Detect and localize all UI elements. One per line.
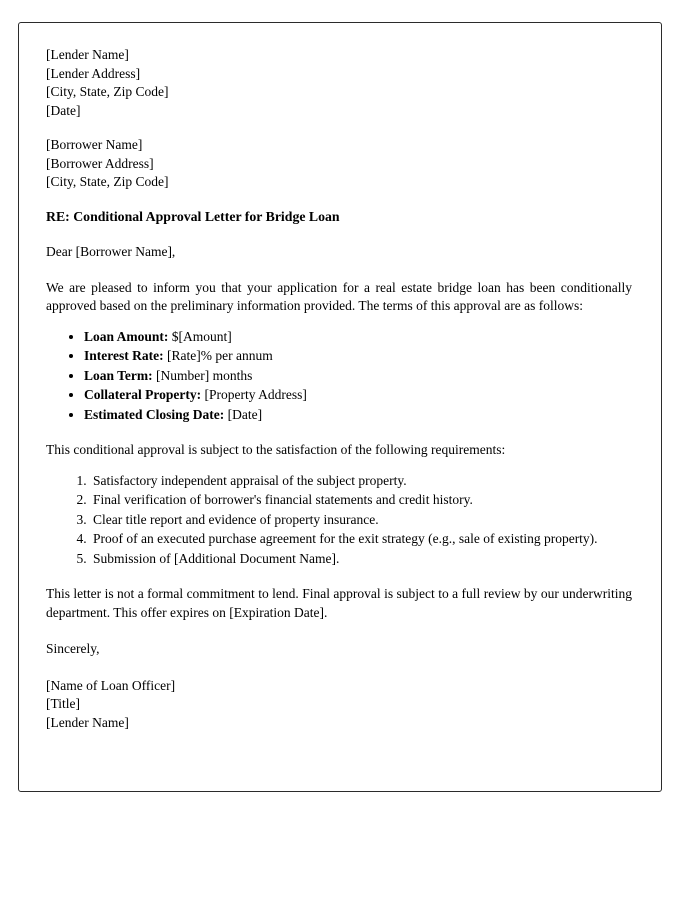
list-item: 4. Proof of an executed purchase agreement for the exit strategy (e.g., sale of existing property).	[90, 530, 632, 549]
lender-address-line: [Lender Address]	[46, 65, 141, 81]
term-label: Interest Rate:	[84, 348, 164, 363]
borrower-address-block	[46, 136, 632, 192]
borrower-name-line: [Borrower Name]	[46, 137, 143, 152]
requirements-intro-paragraph: This conditional approval is subject to the satisfaction of the following requirements:	[46, 442, 506, 457]
lender-address-block	[46, 46, 632, 120]
term-label: Estimated Closing Date:	[84, 406, 225, 422]
loan-terms-list	[46, 328, 632, 425]
term-value: [Rate]% per annum	[166, 348, 273, 363]
list-item: 1. Satisfactory independent appraisal of the subject property.	[90, 472, 632, 491]
list-item	[84, 367, 632, 386]
term-value: $[Amount]	[171, 328, 232, 344]
list-item	[84, 328, 632, 347]
term-label: Loan Amount:	[84, 328, 169, 344]
salutation: Dear [Borrower Name],	[46, 244, 176, 259]
list-item	[84, 386, 632, 405]
letter-content	[46, 46, 632, 732]
list-item: 2. Final verification of borrower's financial statements and credit history.	[90, 491, 632, 510]
closing-salutation: Sincerely,	[46, 641, 100, 656]
list-item: 5. Submission of [Additional Document Name].	[90, 550, 632, 569]
term-value: [Property Address]	[204, 387, 307, 402]
intro-paragraph: We are pleased to inform you that your application for a real estate bridge loan has been conditionally approved based on the preliminary information provided. The terms of this approval are as follows:	[46, 279, 632, 313]
signature-block	[46, 677, 632, 733]
borrower-city-state-zip-line: [City, State, Zip Code]	[46, 174, 169, 189]
term-value: [Date]	[227, 406, 263, 422]
signature-lender-name-line: [Lender Name]	[46, 714, 129, 730]
letter-date-line: [Date]	[46, 102, 81, 118]
borrower-address-line: [Borrower Address]	[46, 155, 154, 171]
subject-line: RE: Conditional Approval Letter for Bridge Loan	[46, 208, 340, 224]
list-item: 3. Clear title report and evidence of property insurance.	[90, 511, 632, 530]
loan-officer-name-line: [Name of Loan Officer]	[46, 677, 176, 693]
lender-city-state-zip-line: [City, State, Zip Code]	[46, 84, 169, 99]
list-item	[84, 347, 632, 366]
disclaimer-paragraph: This letter is not a formal commitment to lend. Final approval is subject to a full review by our underwriting department. This offer expires on [Expiration Date].	[46, 586, 632, 620]
term-value: [Number] months	[156, 367, 253, 383]
requirements-list	[46, 472, 632, 569]
term-label: Collateral Property:	[84, 387, 202, 402]
term-label: Loan Term:	[84, 367, 153, 383]
lender-name-line: [Lender Name]	[46, 47, 129, 62]
list-item	[84, 406, 632, 425]
loan-officer-title-line: [Title]	[46, 696, 81, 711]
